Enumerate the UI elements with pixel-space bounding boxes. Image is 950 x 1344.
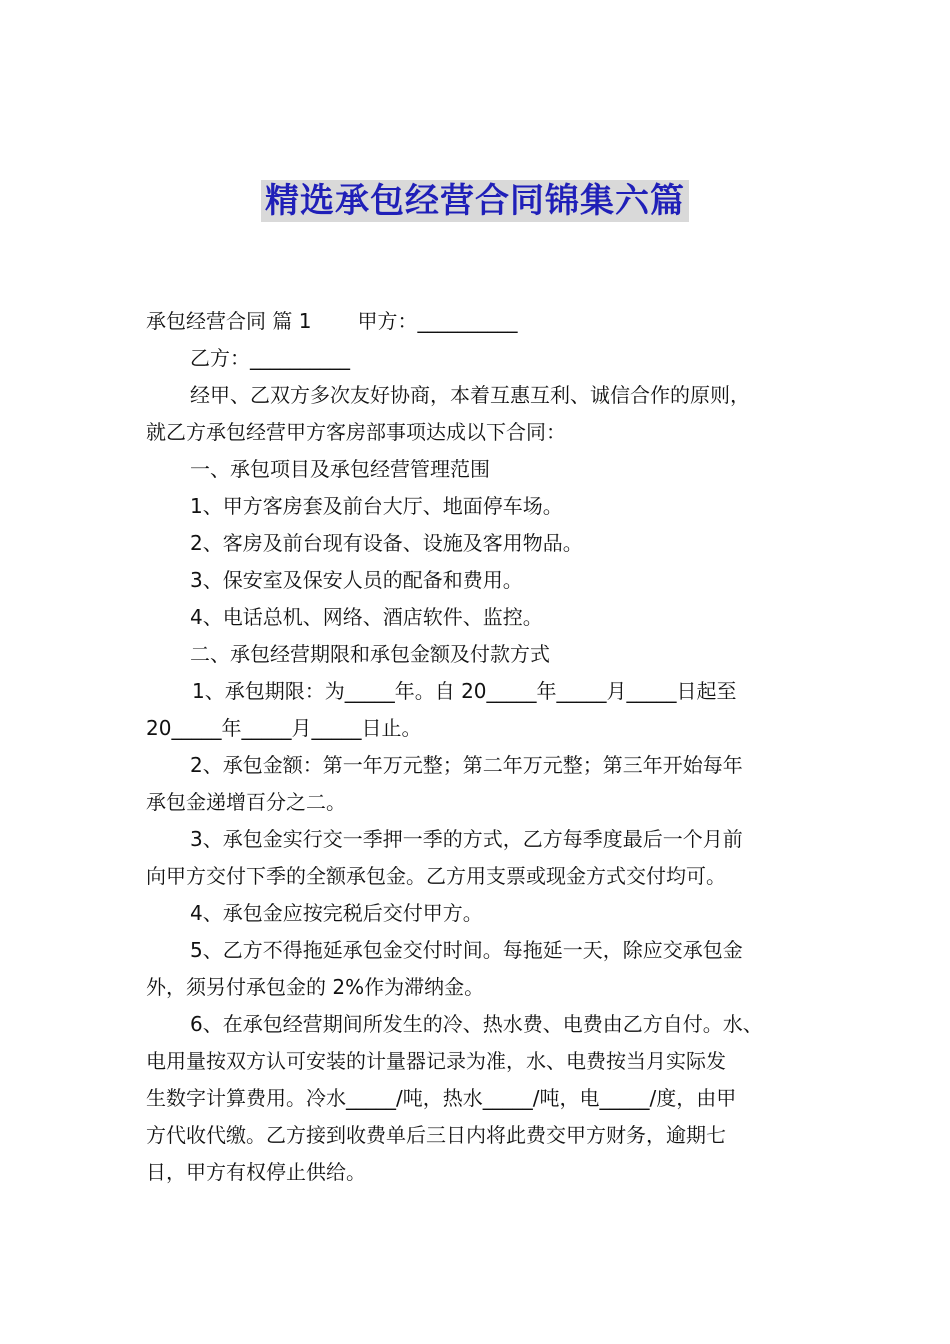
list-item: 3、保安室及保安人员的配备和费用。 (190, 568, 523, 592)
list-item: 4、电话总机、网络、酒店软件、监控。 (190, 605, 543, 629)
document-title: 精选承包经营合同锦集六篇 (261, 180, 689, 222)
contract-heading: 承包经营合同 篇 1 (146, 309, 312, 333)
list-item: 4、承包金应按完税后交付甲方。 (190, 901, 483, 925)
list-item: 5、乙方不得拖延承包金交付时间。每拖延一天，除应交承包金 (190, 938, 743, 962)
list-item: 3、承包金实行交一季押一季的方式，乙方每季度最后一个月前 (190, 827, 743, 851)
body-line: 向甲方交付下季的全额承包金。乙方用支票或现金方式交付均可。 (146, 864, 726, 888)
list-item: 1、承包期限：为_____年。自 20_____年_____月_____日起至 (192, 679, 737, 703)
body-line: 日，甲方有权停止供给。 (146, 1160, 366, 1184)
body-line: 就乙方承包经营甲方客房部事项达成以下合同： (146, 420, 566, 444)
body-line: 20_____年_____月_____日止。 (146, 716, 422, 740)
party-b-field: 乙方：__________ (190, 346, 350, 370)
title-block (0, 180, 950, 222)
document-body (146, 303, 826, 1191)
list-item: 1、甲方客房套及前台大厅、地面停车场。 (190, 494, 563, 518)
party-a-field: 甲方：__________ (357, 309, 518, 333)
section-heading: 二、承包经营期限和承包金额及付款方式 (190, 642, 550, 666)
body-line: 电用量按双方认可安装的计量器记录为准，水、电费按当月实际发 (146, 1049, 726, 1073)
body-line: 生数字计算费用。冷水_____/吨，热水_____/吨，电_____/度，由甲 (146, 1086, 737, 1110)
body-line: 方代收代缴。乙方接到收费单后三日内将此费交甲方财务，逾期七 (146, 1123, 726, 1147)
contract-heading-line (146, 303, 826, 340)
section-heading: 一、承包项目及承包经营管理范围 (190, 457, 490, 481)
body-line: 经甲、乙双方多次友好协商，本着互惠互利、诚信合作的原则， (190, 383, 750, 407)
body-line: 外，须另付承包金的 2%作为滞纳金。 (146, 975, 485, 999)
list-item: 2、承包金额：第一年万元整；第二年万元整；第三年开始每年 (190, 753, 743, 777)
list-item: 6、在承包经营期间所发生的冷、热水费、电费由乙方自付。水、 (190, 1012, 763, 1036)
list-item: 2、客房及前台现有设备、设施及客用物品。 (190, 531, 583, 555)
body-line: 承包金递增百分之二。 (146, 790, 346, 814)
